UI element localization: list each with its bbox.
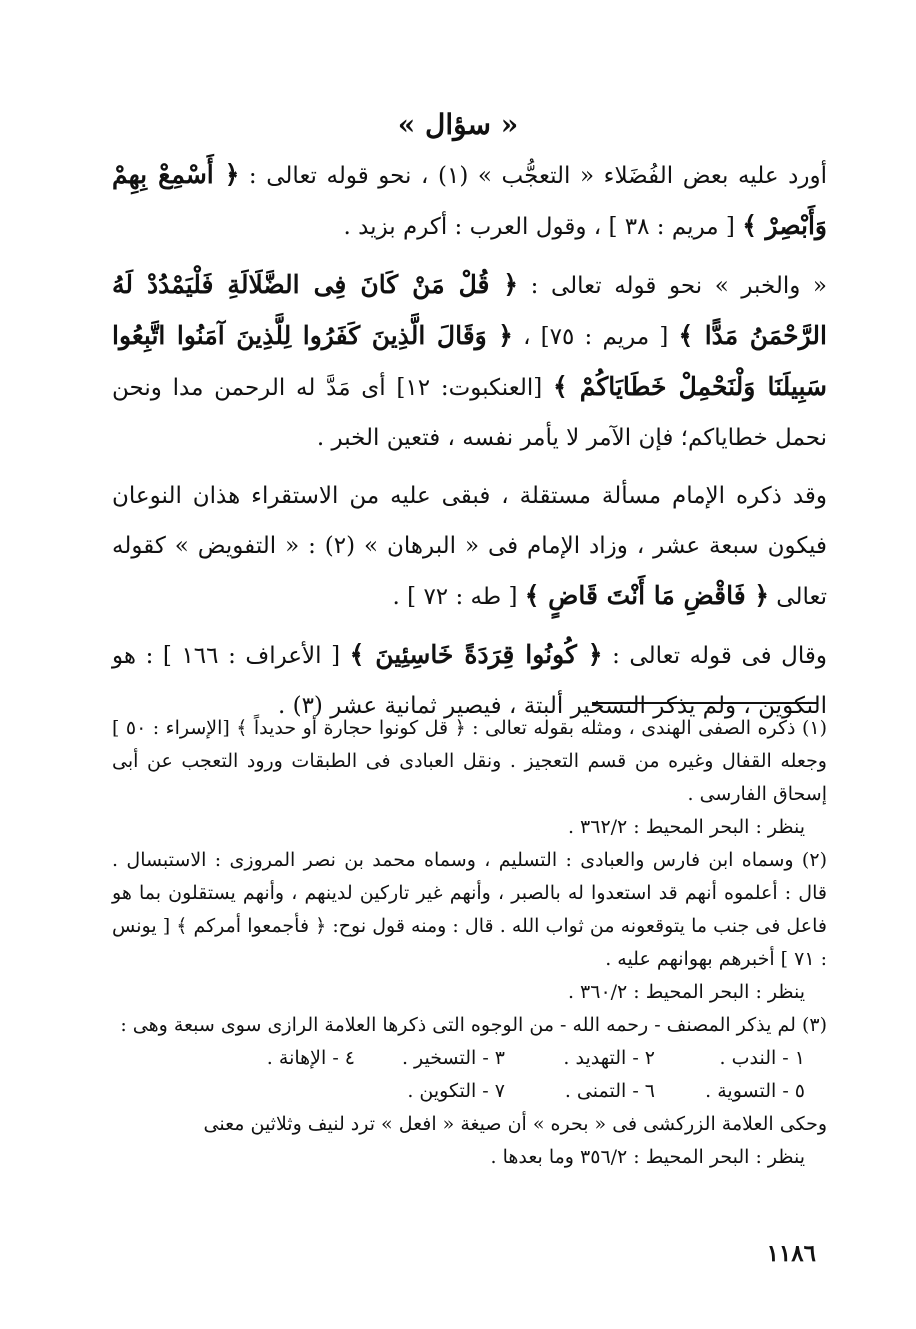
footnote-3: (٣) لم يذكر المصنف - رحمه الله - من الوجوه التى ذكرها العلامة الرازى سوى سبعة وهى : [120,1014,827,1036]
list-item: ٥ - التسوية . [705,1080,805,1102]
footnote-2: (٢) وسماه ابن فارس والعبادى : التسليم ، وسماه محمد بن نصر المروزى : الاستبسال . قال : أعلموه أنهم قد استعدوا له بالصبر ، وأنهم غير تاركين لدينهم ، وأنهم يستقلون بما هو فاعل فى جنب ما يتوقعونه من ثواب الله . قال : ومنه قول نوح: ﴿ فأجمعوا أمركم ﴾ [ يونس : ٧١ ] أخبرهم بهوانهم عليه . [112,849,827,970]
section-title: « سؤال » [397,108,519,141]
text: وقد ذكره الإمام مسألة مستقلة ، فبقى عليه من الاستقراء هذان النوعان فيكون سبعة عشر ، وزاد الإمام فى « البرهان » (٢) : « التفويض » كقوله تعالى [112,483,827,610]
footnote-1-reference: ينظر : البحر المحيط : ٣٦٢/٢ . [567,816,805,838]
paragraph-1 [112,150,827,252]
list-item: ٤ - الإهانة . [266,1047,355,1069]
page-number: ١١٨٦ [766,1240,816,1267]
paragraph-2 [112,260,827,463]
text: [ الأعراف : ١٦٦ ] : هو التكوين ، ولم يذكر التسخير ألبتة ، فيصير ثمانية عشر (٣) . [112,643,827,719]
text: وقال فى قوله تعالى : [602,643,827,669]
text: أورد عليه بعض الفُضَلاء « التعجُّب » (١) ، نحو قوله تعالى : [239,163,827,189]
footnotes [112,712,827,1174]
text: [ مريم : ٣٨ ] ، وقول العرب : أكرم بزيد . [343,214,743,240]
footnote-divider [592,702,817,704]
quran-verse: ﴿ قُلْ مَنْ كَانَ فِى الضَّلَالَةِ فَلْيَمْدُدْ لَهُ الرَّحْمَنُ مَدًّا ﴾ [112,270,827,350]
text: [ طه : ٧٢ ] . [392,584,525,610]
footnote-3-list [112,1042,827,1108]
footnote-2-reference: ينظر : البحر المحيط : ٣٦٠/٢ . [567,981,805,1003]
footnote-3-reference: ينظر : البحر المحيط : ٣٥٦/٢ وما بعدها . [490,1146,805,1168]
list-item: ٧ - التكوين . [407,1080,505,1102]
quran-verse: ﴿ كُونُوا قِرَدَةً خَاسِئِينَ ﴾ [349,640,603,669]
main-text [112,150,827,739]
footnote-3-tail: وحكى العلامة الزركشى فى « بحره » أن صيغة « افعل » ترد لنيف وثلاثين معنى [203,1113,827,1135]
text: [ مريم : ٧٥] ، [512,324,679,350]
footnote-1: (١) ذكره الصفى الهندى ، ومثله بقوله تعالى : ﴿ قل كونوا حجارة أو حديداً ﴾ [الإسراء : ٥٠ ] وجعله القفال وغيره من قسم التعجيز . ونقل العبادى فى الطبقات ورود التعجب عن أبى إسحاق الفارسى . [112,717,827,805]
list-item: ٦ - التمنى . [564,1080,655,1102]
list-item: ١ - الندب . [719,1047,805,1069]
quran-verse: ﴿ أَسْمِعْ بِهِمْ وَأَبْصِرْ ﴾ [112,160,827,240]
quran-verse: ﴿ وَقَالَ الَّذِينَ كَفَرُوا لِلَّذِينَ آمَنُوا اتَّبِعُوا سَبِيلَنَا وَلْنَحْمِلْ خَطَايَاكُمْ ﴾ [112,321,827,401]
paragraph-3 [112,471,827,622]
text: [العنكبوت: ١٢] أى مَدَّ له الرحمن مدا ونحن نحمل خطاياكم؛ فإن الآمر لا يأمر نفسه ، فتعين الخبر . [112,375,827,451]
text: « والخبر » نحو قوله تعالى : [518,273,827,299]
list-item: ٣ - التسخير . [401,1047,505,1069]
quran-verse: ﴿ فَاقْضِ مَا أَنْتَ قَاضٍ ﴾ [524,581,769,610]
list-item: ٢ - التهديد . [563,1047,655,1069]
